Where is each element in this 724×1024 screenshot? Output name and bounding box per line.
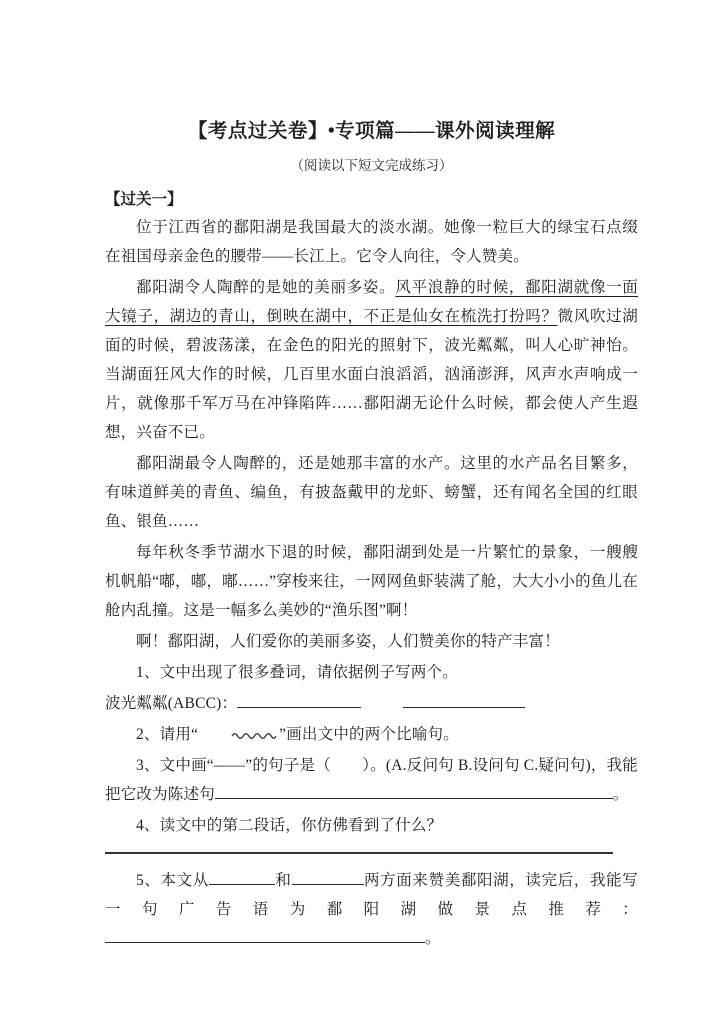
- paragraph-4-text: 每年秋冬季节湖水下退的时候，鄱阳湖到处是一片繁忙的景象，一艘艘机帆船“嘟，嘟，嘟……”穿梭来往，一网网鱼虾装满了舱，大大小小的鱼儿在舱内乱撞。这是一幅多么美妙的“渔乐图”啊！: [105, 544, 638, 619]
- horizontal-divider-line: [105, 852, 613, 854]
- question-1-answer-line: [105, 689, 638, 718]
- paragraph-3-text: 鄱阳湖最令人陶醉的，还是她那丰富的水产。这里的水产品名目繁多，有味道鲜美的青鱼、编鱼，有披盔戴甲的龙虾、螃蟹，还有闻名全国的红眼鱼、银鱼……: [105, 455, 638, 530]
- paragraph-5-text: 啊！鄱阳湖，人们爱你的美丽多姿，人们赞美你的特产丰富！: [136, 633, 560, 650]
- paragraph-2-rest-text: 微风吹过湖面的时候，碧波荡漾，在金色的阳光的照射下，波光粼粼，叫人心旷神怡。当湖面狂风大作的时候，几百里水面白浪滔滔，汹涌澎湃，风声水声响成一片，就像那千军万马在冲锋陷阵……鄱阳湖无论什么时候，都会使人产生遐想，兴奋不已。: [105, 308, 638, 441]
- page-content: [105, 118, 638, 953]
- section-header-pass-one: 【过关一】: [105, 191, 183, 208]
- question-5-period: 。: [425, 930, 441, 947]
- answer-blank-q5-slogan: [105, 927, 425, 943]
- answer-blank-q3: [215, 783, 613, 799]
- paragraph-2-lead-text: 鄱阳湖令人陶醉的是她的美丽多姿。: [136, 279, 396, 296]
- answer-blank-q5-second: [292, 869, 364, 885]
- passage-paragraph-1: [105, 213, 638, 271]
- question-4-text: 4、读文中的第二段话，你仿佛看到了什么？: [136, 817, 443, 834]
- underlined-sentence: 风平浪静的时候，鄱阳湖就像一面大镜子，湖边的青山，倒映在湖中，不正是仙女在梳洗打扮吗？: [105, 279, 638, 325]
- question-5-text-1: 5、本文从: [136, 872, 209, 889]
- question-5: [105, 866, 638, 953]
- question-3-period: 。: [612, 786, 629, 803]
- question-2-text-before: 2、请用“: [136, 726, 199, 743]
- paragraph-1-text: 位于江西省的鄱阳湖是我国最大的淡水湖。她像一粒巨大的绿宝石点缀在祖国母亲金色的腰带——长江上。它令人向往，令人赞美。: [105, 219, 638, 265]
- question-2-text-after: ”画出文中的两个比喻句。: [279, 726, 459, 743]
- passage-paragraph-4: [105, 538, 638, 625]
- passage-paragraph-2: [105, 273, 638, 447]
- page-title: 【考点过关卷】•专项篇——课外阅读理解: [187, 121, 556, 142]
- passage-paragraph-5: [105, 627, 638, 656]
- question-3: [105, 751, 638, 809]
- wavy-line-blank: [200, 720, 277, 749]
- question-1-text: 1、文中出现了很多叠词，请依据例子写两个。: [136, 664, 458, 681]
- answer-blank-q1-first: [237, 692, 361, 708]
- question-2: [105, 720, 638, 749]
- question-5-text-2: 和: [274, 872, 292, 889]
- page-subtitle: （阅读以下短文完成练习）: [290, 158, 453, 173]
- question-1-example-label: 波光粼粼(ABCC)：: [105, 695, 238, 712]
- passage-paragraph-3: [105, 449, 638, 536]
- question-4: [105, 811, 638, 840]
- wavy-line-icon: [231, 730, 277, 739]
- question-5-text-3: 两方面来赞美鄱阳湖，读完后，我能写一句广告语为鄱阳湖做景点推荐：: [105, 872, 638, 918]
- question-3-text: 3、文中画“——”的句子是（ ）。(A.反问句 B.设问句 C.疑问句)，我能把它改为陈述句: [105, 757, 638, 803]
- question-1: [105, 658, 638, 687]
- answer-blank-q1-second: [403, 692, 525, 708]
- answer-blank-q5-first: [209, 869, 275, 885]
